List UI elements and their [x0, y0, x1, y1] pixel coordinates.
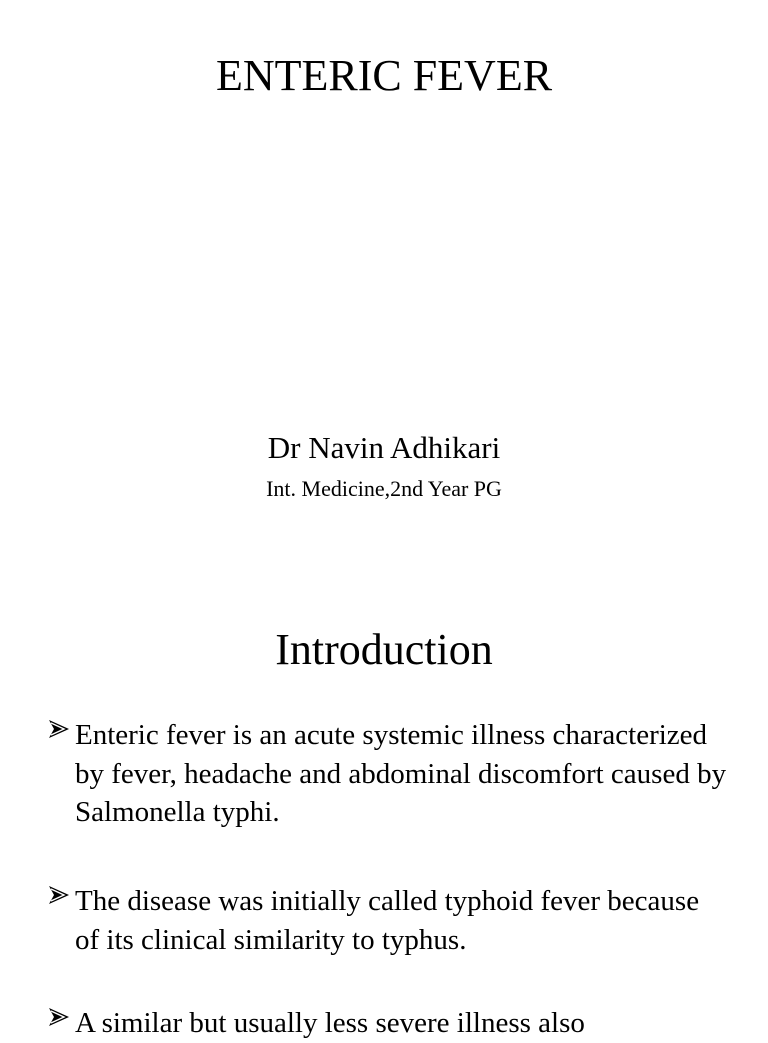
bullet-item [48, 882, 728, 959]
arrowhead-bullet-icon [48, 1006, 70, 1028]
author-name: Dr Navin Adhikari [267, 430, 501, 465]
bullet-text: The disease was initially called typhoid fever because of its clinical similarity to typhus. [75, 885, 700, 956]
bullet-text: A similar but usually less severe illness also [75, 1007, 585, 1039]
bullet-item [48, 716, 728, 832]
section-title: Introduction [275, 625, 493, 674]
author-role: Int. Medicine,2nd Year PG [266, 476, 502, 501]
bullet-text: Enteric fever is an acute systemic illness characterized by fever, headache and abdominal discomfort caused by Salmonella typhi. [75, 719, 727, 828]
slide-title: ENTERIC FEVER [215, 51, 553, 100]
arrowhead-bullet-icon [48, 884, 70, 906]
bullet-item [48, 1004, 728, 1043]
arrowhead-bullet-icon [48, 718, 70, 740]
